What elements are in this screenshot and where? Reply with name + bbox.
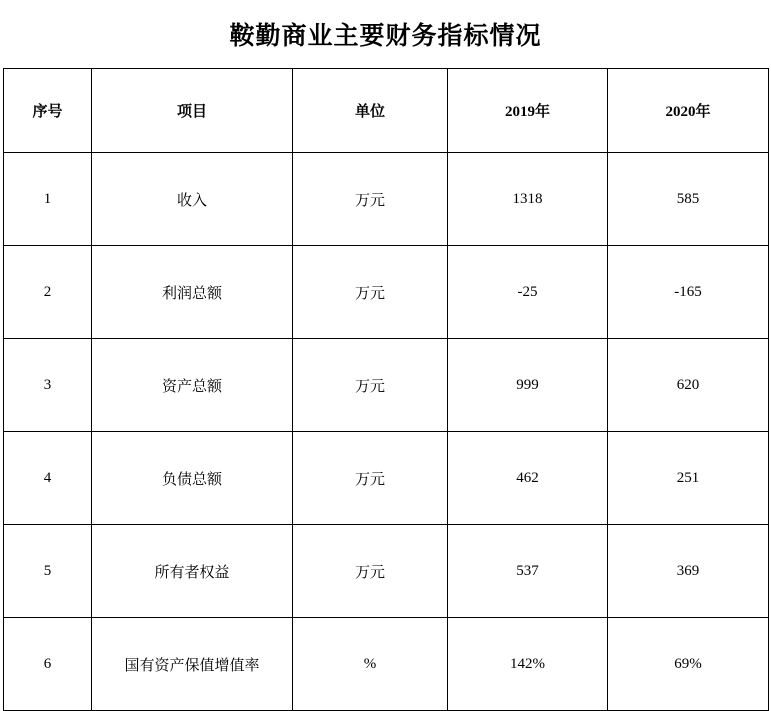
cell-2020: 69% [608,618,769,711]
table-body [4,153,769,711]
cell-unit: 万元 [293,153,448,246]
cell-unit: 万元 [293,432,448,525]
cell-item: 收入 [92,153,293,246]
table-header-row [4,69,769,153]
cell-item: 负债总额 [92,432,293,525]
cell-2019: -25 [448,246,608,339]
cell-2020: 251 [608,432,769,525]
cell-2019: 142% [448,618,608,711]
cell-unit: % [293,618,448,711]
table-row [4,525,769,618]
column-header-item: 项目 [92,69,293,153]
cell-no: 3 [4,339,92,432]
cell-no: 1 [4,153,92,246]
cell-2020: 369 [608,525,769,618]
table-row [4,153,769,246]
column-header-unit: 单位 [293,69,448,153]
financial-indicators-table [3,68,769,711]
cell-item: 资产总额 [92,339,293,432]
cell-2020: 585 [608,153,769,246]
column-header-no: 序号 [4,69,92,153]
table-row [4,432,769,525]
cell-2019: 462 [448,432,608,525]
table-header [4,69,769,153]
cell-2019: 1318 [448,153,608,246]
cell-no: 6 [4,618,92,711]
table-row [4,339,769,432]
cell-2020: -165 [608,246,769,339]
cell-unit: 万元 [293,525,448,618]
cell-no: 4 [4,432,92,525]
cell-unit: 万元 [293,339,448,432]
page-title: 鞍勤商业主要财务指标情况 [229,23,542,50]
table-row [4,246,769,339]
cell-no: 2 [4,246,92,339]
cell-item: 国有资产保值增值率 [92,618,293,711]
cell-item: 所有者权益 [92,525,293,618]
cell-no: 5 [4,525,92,618]
cell-unit: 万元 [293,246,448,339]
column-header-2019: 2019年 [448,69,608,153]
cell-2019: 537 [448,525,608,618]
cell-item: 利润总额 [92,246,293,339]
cell-2020: 620 [608,339,769,432]
table-row [4,618,769,711]
cell-2019: 999 [448,339,608,432]
column-header-2020: 2020年 [608,69,769,153]
